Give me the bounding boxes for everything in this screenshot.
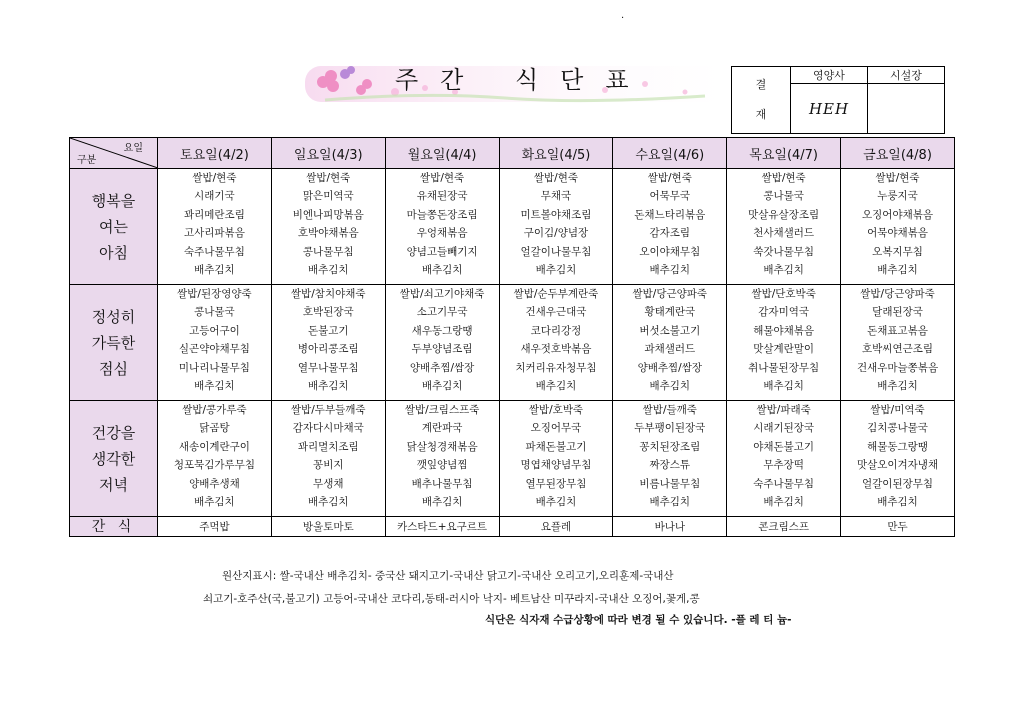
menu-item: 숙주나물무침 [753, 477, 815, 490]
menu-item: 얼갈이된장무침 [862, 477, 934, 490]
snack-label: 간 식 [70, 517, 158, 537]
menu-item: 쌀밥/두부들깨죽 [290, 404, 366, 416]
menu-item: 깻잎양념찜 [416, 459, 468, 472]
menu-item: 배추김치 [194, 496, 235, 509]
menu-item: 쌀밥/당근양파죽 [860, 288, 935, 300]
menu-item: 쌀밥/미역죽 [870, 404, 925, 416]
menu-item: 실곤약야채무침 [178, 343, 250, 356]
day-header: 수요일(4/6) [613, 138, 727, 169]
menu-cell [271, 169, 385, 285]
origin-note-line2: 쇠고기-호주산(국,불고기) 고등어-국내산 코다리,동태-러시아 낙지- 베트남산 미꾸라지-국내산 오징어,꽃게,콩 [203, 593, 700, 605]
menu-item: 열무된장무침 [525, 477, 587, 490]
menu-item: 맛살오이겨자냉채 [856, 459, 939, 472]
menu-item: 닭곰탕 [199, 422, 230, 435]
menu-item: 얼갈이나물무침 [520, 245, 592, 258]
menu-cell [841, 169, 955, 285]
menu-item: 두부양념조림 [411, 343, 473, 356]
menu-item: 고사리파볶음 [183, 227, 245, 240]
menu-item: 병아리콩조림 [297, 343, 359, 356]
menu-item: 건새우마늘쫑볶음 [856, 361, 939, 374]
origin-note-line1: 원산지표시: 쌀-국내산 배추김치- 중국산 돼지고기-국내산 닭고기-국내산 오리고기,오리훈제-국내산 [222, 570, 674, 582]
menu-item: 감자조림 [649, 227, 691, 240]
menu-item: 어묵야채볶음 [867, 227, 928, 240]
day-header: 목요일(4/7) [727, 138, 841, 169]
menu-item: 배추김치 [649, 496, 691, 509]
menu-item: 구이김/양념장 [523, 227, 589, 240]
menu-item: 배추김치 [649, 380, 691, 393]
meal-label-line: 아침 [99, 243, 128, 262]
menu-item: 쌀밥/현죽 [761, 172, 806, 184]
menu-item: 건새우근대국 [525, 306, 587, 319]
menu-item: 시래기된장국 [753, 422, 815, 435]
menu-item: 감자미역국 [758, 306, 809, 319]
menu-item: 계란파국 [421, 422, 463, 435]
menu-item: 유채된장국 [416, 190, 468, 203]
menu-item: 배추김치 [763, 496, 804, 509]
menu-item: 파채돈불고기 [525, 440, 587, 453]
snack-cell: 바나나 [613, 517, 727, 537]
menu-item: 새우동그랑땡 [411, 324, 473, 337]
menu-item: 비엔나피망볶음 [292, 208, 364, 221]
menu-item: 콩나물무침 [302, 245, 354, 258]
approval-col-nutritionist: 영양사 [791, 67, 868, 84]
menu-item: 무생채 [313, 477, 344, 490]
menu-item: 우엉채볶음 [416, 227, 468, 240]
menu-item: 새송이계란구이 [178, 440, 250, 453]
menu-item: 배추김치 [535, 496, 577, 509]
meal-label-line: 생각한 [91, 449, 136, 468]
page-dot: . [621, 10, 625, 21]
menu-item: 배추김치 [535, 264, 577, 277]
menu-item: 콩나물국 [194, 306, 235, 319]
meal-label [70, 169, 158, 285]
menu-item: 누룽지국 [877, 190, 918, 203]
snack-cell: 카스타드+요구르트 [385, 517, 499, 537]
menu-cell [271, 401, 385, 517]
menu-cell [841, 401, 955, 517]
menu-item: 고등어구이 [189, 324, 240, 337]
day-header: 일요일(4/3) [271, 138, 385, 169]
corner-cell [70, 138, 158, 169]
meal-label [70, 401, 158, 517]
director-signature-cell [868, 84, 945, 134]
menu-item: 버섯소불고기 [639, 324, 701, 337]
day-header: 금요일(4/8) [841, 138, 955, 169]
menu-item: 비름나물무침 [639, 477, 701, 490]
menu-item: 맑은미역국 [302, 190, 354, 203]
nutritionist-signature: HEH [808, 99, 850, 118]
menu-cell [613, 169, 727, 285]
menu-item: 쌀밥/순두부계란죽 [513, 288, 599, 300]
menu-item: 쌀밥/현죽 [533, 172, 579, 184]
meal-label [70, 285, 158, 401]
menu-item: 배추김치 [307, 264, 349, 277]
menu-item: 코다리강정 [530, 324, 582, 337]
meal-label-line: 여는 [99, 217, 128, 236]
menu-item: 배추김치 [649, 264, 691, 277]
menu-item: 쌀밥/현죽 [875, 172, 920, 184]
menu-item: 시래기국 [194, 190, 235, 203]
menu-item: 배추김치 [763, 380, 804, 393]
menu-item: 양배추찜/쌈장 [637, 361, 702, 374]
page-title: 주간 식단표 [395, 66, 651, 94]
menu-item: 쌀밥/현죽 [420, 172, 465, 184]
menu-cell [158, 285, 272, 401]
menu-item: 열무나물무침 [297, 361, 359, 374]
menu-item: 쌀밥/단호박죽 [751, 288, 816, 300]
approval-label-bottom: 재 [755, 108, 767, 121]
menu-item: 과채샐러드 [644, 343, 696, 356]
menu-cell [158, 169, 272, 285]
menu-item: 쌀밥/현죽 [192, 172, 237, 184]
menu-item: 호박씨연근조림 [862, 343, 934, 356]
meal-label-line: 행복을 [91, 191, 136, 210]
meal-label-line: 저녁 [99, 475, 128, 494]
meal-row [70, 285, 955, 401]
approval-label-top: 결 [755, 78, 767, 91]
menu-item: 새우젓호박볶음 [520, 343, 592, 356]
menu-cell [385, 169, 499, 285]
menu-item: 맛살유살장조림 [748, 208, 820, 221]
snack-cell: 주먹밥 [158, 517, 272, 537]
menu-cell [613, 285, 727, 401]
menu-item: 배추김치 [421, 264, 463, 277]
menu-item: 양배추찜/쌈장 [409, 361, 475, 374]
menu-item: 배추김치 [877, 264, 918, 277]
menu-item: 양배추생채 [189, 477, 240, 490]
menu-item: 숙주나물무침 [183, 245, 245, 258]
menu-item: 쌀밥/콩가루죽 [182, 404, 247, 416]
meal-label-line: 가득한 [91, 333, 136, 352]
menu-cell [271, 285, 385, 401]
menu-item: 배추김치 [877, 496, 918, 509]
menu-cell [727, 401, 841, 517]
day-header: 화요일(4/5) [499, 138, 613, 169]
menu-cell [158, 401, 272, 517]
menu-item: 꽈리멸치조림 [297, 440, 359, 453]
menu-item: 어묵무국 [649, 190, 691, 203]
menu-item: 쌀밥/들깨죽 [642, 404, 697, 416]
menu-item: 감자다시마채국 [292, 422, 364, 435]
menu-item: 쌀밥/현죽 [647, 172, 692, 184]
menu-item: 배추김치 [307, 380, 349, 393]
menu-cell [499, 285, 613, 401]
menu-item: 돈채표고볶음 [867, 324, 928, 337]
menu-item: 쌀밥/호박죽 [528, 404, 584, 416]
menu-item: 두부팽이된장국 [634, 422, 706, 435]
menu-item: 취나물된장무침 [748, 361, 820, 374]
menu-item: 마늘쫑돈장조림 [406, 208, 478, 221]
menu-item: 오징어야채볶음 [862, 208, 934, 221]
menu-item: 오복지무침 [872, 245, 923, 258]
meal-label-line: 정성히 [91, 307, 136, 326]
menu-item: 김치콩나물국 [867, 422, 928, 435]
menu-item: 쌀밥/쇠고기야채죽 [399, 288, 485, 300]
snack-cell: 만두 [841, 517, 955, 537]
menu-item: 청포묵김가루무침 [173, 459, 255, 472]
menu-item: 양념고들빼기지 [406, 245, 478, 258]
snack-cell: 요플레 [499, 517, 613, 537]
menu-item: 무채국 [540, 190, 572, 203]
menu-cell [613, 401, 727, 517]
menu-item: 짜장스튜 [649, 459, 691, 472]
menu-cell [841, 285, 955, 401]
menu-item: 콩나물국 [763, 190, 804, 203]
menu-item: 오이야채무침 [639, 245, 701, 258]
menu-item: 달래된장국 [872, 306, 923, 319]
menu-cell [385, 285, 499, 401]
day-header: 월요일(4/4) [385, 138, 499, 169]
header-row [70, 138, 955, 169]
menu-cell [727, 169, 841, 285]
menu-item: 맛살계란말이 [753, 343, 815, 356]
menu-item: 쌀밥/참치야채죽 [290, 288, 366, 300]
change-notice: 식단은 식자재 수급상황에 따라 변경 될 수 있습니다. -플 레 티 늄- [485, 614, 792, 626]
menu-item: 쌀밥/크림스프죽 [404, 404, 480, 416]
menu-item: 배추나물무침 [411, 477, 473, 490]
menu-item: 치커리유자청무침 [515, 361, 597, 374]
snack-cell: 방울토마토 [271, 517, 385, 537]
menu-item: 호박된장국 [302, 306, 354, 319]
menu-item: 소고기무국 [416, 306, 468, 319]
approval-col-director: 시설장 [868, 67, 945, 84]
menu-item: 해물야채볶음 [753, 324, 815, 337]
meal-label-line: 점심 [99, 359, 128, 378]
menu-item: 돈불고기 [307, 324, 349, 337]
menu-cell [499, 169, 613, 285]
corner-category-label: 구분 [77, 155, 97, 166]
menu-item: 해물동그랑땡 [867, 440, 928, 453]
menu-item: 명엽채양념무침 [520, 459, 592, 472]
menu-item: 쌀밥/된장영양죽 [177, 288, 252, 300]
menu-item: 배추김치 [194, 264, 235, 277]
weekly-menu-table [69, 137, 955, 537]
menu-item: 배추김치 [877, 380, 918, 393]
menu-item: 천사채샐러드 [753, 227, 815, 240]
meal-label-line: 건강을 [91, 423, 136, 442]
menu-item: 쌀밥/당근양파죽 [632, 288, 708, 300]
menu-item: 배추김치 [194, 380, 235, 393]
snack-row [70, 517, 955, 537]
meal-row [70, 169, 955, 285]
menu-item: 황태계란국 [644, 306, 696, 319]
menu-cell [499, 401, 613, 517]
menu-item: 호박야채볶음 [297, 227, 359, 240]
menu-item: 배추김치 [535, 380, 577, 393]
menu-item: 꽈리메란조림 [183, 208, 245, 221]
menu-item: 미트볼야채조림 [520, 208, 592, 221]
day-header: 토요일(4/2) [158, 138, 272, 169]
menu-item: 야채돈불고기 [753, 440, 815, 453]
snack-cell: 콘크림스프 [727, 517, 841, 537]
menu-item: 꽁치된장조림 [639, 440, 701, 453]
menu-item: 돈채느타리볶음 [634, 208, 706, 221]
approval-box [731, 66, 945, 134]
menu-cell [727, 285, 841, 401]
menu-cell [385, 401, 499, 517]
menu-item: 꽁비지 [313, 459, 344, 472]
menu-item: 무추장떡 [763, 459, 804, 472]
corner-day-label: 요일 [123, 143, 143, 154]
menu-item: 배추김치 [421, 380, 463, 393]
menu-item: 배추김치 [307, 496, 349, 509]
menu-item: 쌀밥/파래죽 [756, 404, 811, 416]
menu-item: 쑥갓나물무침 [753, 245, 815, 258]
menu-item: 오징어무국 [530, 422, 582, 435]
menu-item: 닭살청경채볶음 [406, 440, 478, 453]
menu-item: 배추김치 [763, 264, 804, 277]
menu-item: 배추김치 [421, 496, 463, 509]
menu-item: 미나리나물무침 [178, 361, 250, 374]
menu-item: 쌀밥/현죽 [306, 172, 351, 184]
meal-row [70, 401, 955, 517]
